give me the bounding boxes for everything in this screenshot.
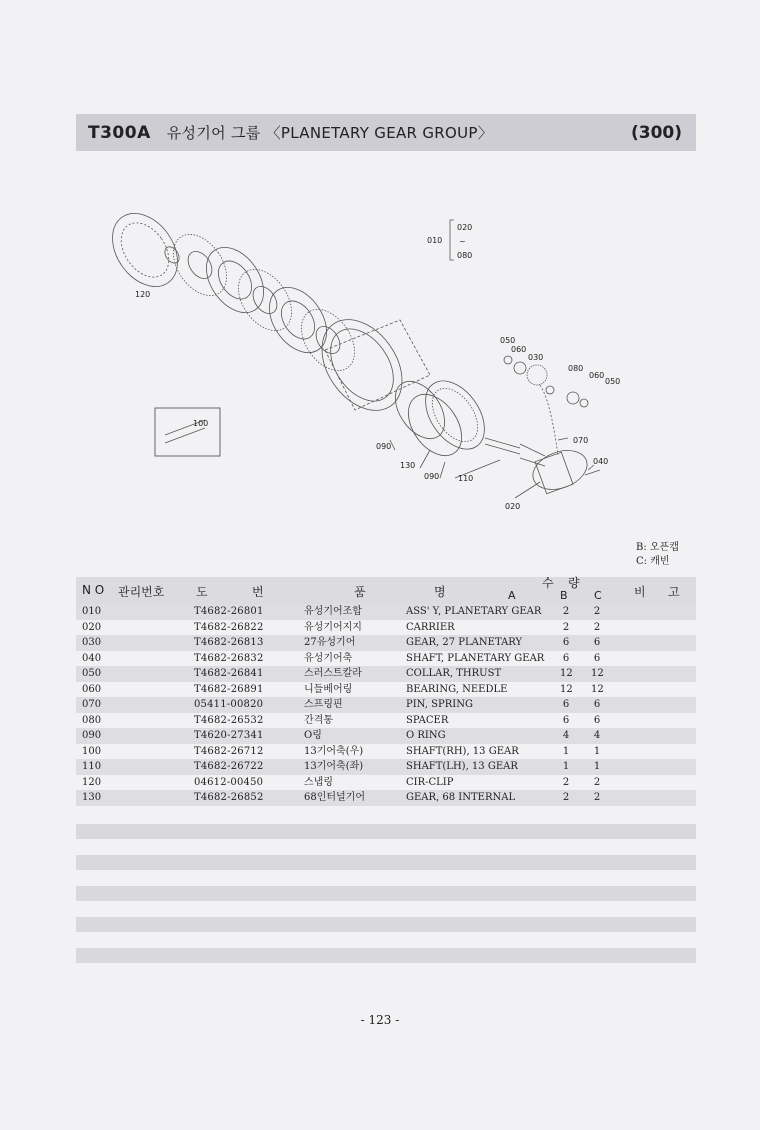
english-name: BEARING, NEEDLE	[406, 683, 508, 695]
korean-name: 스냅링	[304, 776, 333, 788]
callout-020-range: 020	[457, 223, 473, 232]
korean-name: 68인터널기어	[304, 792, 366, 803]
table-header	[76, 577, 696, 604]
qty-b: 6	[593, 714, 601, 726]
header-mgmt-number: 관리번호	[118, 585, 165, 599]
header-remark-1: 비	[634, 585, 646, 599]
callout-130: 130	[400, 461, 416, 470]
part-number: T4682-26813	[194, 637, 264, 648]
item-number: 070	[82, 699, 102, 710]
callout-050: 050	[500, 336, 516, 345]
header-qty-a: A	[508, 589, 516, 602]
part-number: T4682-26832	[194, 652, 264, 664]
callout-060: 060	[511, 345, 527, 354]
korean-name: 유성기어축	[304, 652, 353, 664]
header-qty-b: B	[560, 589, 568, 602]
korean-name: 스프링핀	[304, 699, 343, 710]
item-number: 060	[82, 683, 102, 695]
qty-a: 2	[562, 621, 570, 633]
english-name: SHAFT(RH), 13 GEAR	[406, 745, 519, 757]
korean-name: 스러스트칼라	[304, 668, 362, 679]
korean-name: 13기어축(좌)	[304, 761, 364, 772]
callout-040: 040	[593, 457, 609, 466]
english-name: SHAFT(LH), 13 GEAR	[406, 761, 518, 772]
qty-b: 12	[591, 668, 604, 679]
item-number: 030	[82, 637, 102, 648]
legend-c: C: 캐빈	[636, 556, 670, 567]
qty-a: 1	[562, 761, 570, 772]
qty-b: 1	[593, 761, 601, 772]
qty-b: 2	[593, 621, 601, 633]
qty-a: 2	[562, 792, 570, 803]
qty-a: 1	[562, 745, 570, 757]
qty-a: 12	[560, 683, 573, 695]
item-number: 020	[82, 621, 102, 633]
korean-name: O링	[304, 730, 322, 741]
korean-name: 27유성기어	[304, 637, 356, 648]
callout-tilde: ~	[459, 237, 466, 246]
snap-ring-part	[162, 244, 182, 266]
housing-part	[305, 305, 418, 426]
part-number: 05411-00820	[194, 699, 264, 710]
header-qty-c: C	[594, 589, 602, 602]
callout-080: 080	[568, 364, 584, 373]
item-number: 010	[82, 606, 102, 617]
qty-b: 6	[593, 652, 601, 664]
korean-name: 13기어축(우)	[304, 745, 364, 757]
korean-name: 간격통	[304, 714, 333, 726]
english-name: GEAR, 27 PLANETARY	[406, 637, 523, 648]
table-row	[76, 759, 696, 775]
qty-a: 2	[562, 776, 570, 788]
qty-b: 4	[593, 730, 601, 741]
english-name: PIN, SPRING	[406, 699, 473, 710]
callout-020: 020	[505, 502, 521, 511]
empty-table-rows	[76, 808, 696, 979]
group-code: (300)	[630, 122, 682, 143]
english-name: SPACER	[406, 714, 449, 726]
qty-a: 2	[562, 606, 570, 617]
table-row	[76, 666, 696, 682]
header-qty-1: 수	[542, 576, 554, 590]
english-name: COLLAR, THRUST	[406, 668, 502, 679]
table-row	[76, 775, 696, 791]
callout-080-range: 080	[457, 251, 473, 260]
legend-b: B: 오픈캡	[636, 542, 679, 553]
callout-060: 060	[589, 371, 605, 380]
qty-b: 1	[593, 745, 601, 757]
table-row	[76, 728, 696, 744]
header-qty-2: 량	[568, 576, 580, 590]
qty-b: 6	[593, 637, 601, 648]
english-name: CARRIER	[406, 621, 455, 633]
header-no: N O	[82, 583, 105, 597]
callout-030: 030	[528, 353, 544, 362]
disc-part	[258, 277, 339, 364]
english-name: ASS' Y, PLANETARY GEAR	[406, 606, 542, 617]
qty-a: 12	[560, 668, 573, 679]
callout-070: 070	[573, 436, 589, 445]
table-body	[76, 604, 696, 806]
model-code: T300A	[88, 122, 151, 143]
part-number: T4682-26722	[194, 761, 264, 772]
qty-a: 6	[562, 699, 570, 710]
part-number: T4620-27341	[194, 730, 264, 741]
part-number: T4682-26532	[194, 714, 264, 726]
part-number: 04612-00450	[194, 776, 264, 788]
item-number: 130	[82, 792, 102, 803]
header-drawing-1: 도	[196, 585, 208, 599]
callout-110: 110	[458, 474, 474, 483]
english-name: O RING	[406, 730, 446, 741]
o-ring-part	[385, 372, 454, 447]
table-row	[76, 682, 696, 698]
callout-120: 120	[135, 290, 151, 299]
item-number: 110	[82, 761, 102, 772]
qty-b: 2	[593, 606, 601, 617]
korean-name: 유성기어조합	[304, 606, 362, 617]
korean-name: 유성기어지지	[304, 621, 362, 633]
table-row	[76, 697, 696, 713]
korean-name: 니들베어링	[304, 683, 353, 695]
header-name-1: 품	[354, 585, 366, 599]
qty-a: 6	[562, 637, 570, 648]
english-name: SHAFT, PLANETARY GEAR	[406, 652, 545, 664]
table-row	[76, 635, 696, 651]
group-title: 유성기어 그룹 〈PLANETARY GEAR GROUP〉	[166, 124, 494, 142]
part-number: T4682-26841	[194, 668, 264, 679]
page-header	[76, 114, 696, 151]
pin-part	[585, 470, 600, 475]
table-row	[76, 620, 696, 636]
item-number: 090	[82, 730, 102, 741]
exploded-parts-diagram	[100, 200, 640, 520]
qty-b: 6	[593, 699, 601, 710]
english-name: CIR-CLIP	[406, 776, 454, 788]
callout-090: 090	[376, 442, 392, 451]
callout-100: 100	[193, 419, 209, 428]
english-name: GEAR, 68 INTERNAL	[406, 792, 516, 803]
header-drawing-2: 번	[252, 585, 264, 599]
callout-010: 010	[427, 236, 443, 245]
detail-box	[155, 408, 220, 456]
callout-090: 090	[424, 472, 440, 481]
item-number: 120	[82, 776, 102, 788]
part-number: T4682-26822	[194, 621, 264, 633]
item-number: 050	[82, 668, 102, 679]
table-row	[76, 744, 696, 760]
cover-plate-part	[100, 201, 191, 299]
table-row	[76, 651, 696, 667]
table-row	[76, 713, 696, 729]
item-number: 100	[82, 745, 102, 757]
page-number: - 123 -	[360, 1013, 400, 1027]
header-name-2: 명	[434, 585, 446, 599]
parts-table	[76, 577, 696, 806]
qty-a: 4	[562, 730, 570, 741]
table-row	[76, 790, 696, 806]
qty-b: 2	[593, 776, 601, 788]
part-number: T4682-26801	[194, 606, 264, 617]
callout-050: 050	[605, 377, 621, 386]
item-number: 040	[82, 652, 102, 664]
legend	[636, 541, 679, 569]
qty-a: 6	[562, 652, 570, 664]
gear-plate-part	[227, 260, 302, 341]
table-row	[76, 604, 696, 620]
header-remark-2: 고	[668, 585, 680, 599]
planetary-gear-part	[527, 365, 547, 385]
gear-plate-part	[290, 300, 365, 381]
part-number: T4682-26712	[194, 745, 264, 757]
part-number: T4682-26852	[194, 792, 264, 803]
qty-b: 12	[591, 683, 604, 695]
gear-plate-part	[162, 225, 237, 306]
part-number: T4682-26891	[194, 683, 264, 695]
qty-a: 6	[562, 714, 570, 726]
qty-b: 2	[593, 792, 601, 803]
disc-part	[195, 237, 276, 324]
item-number: 080	[82, 714, 102, 726]
